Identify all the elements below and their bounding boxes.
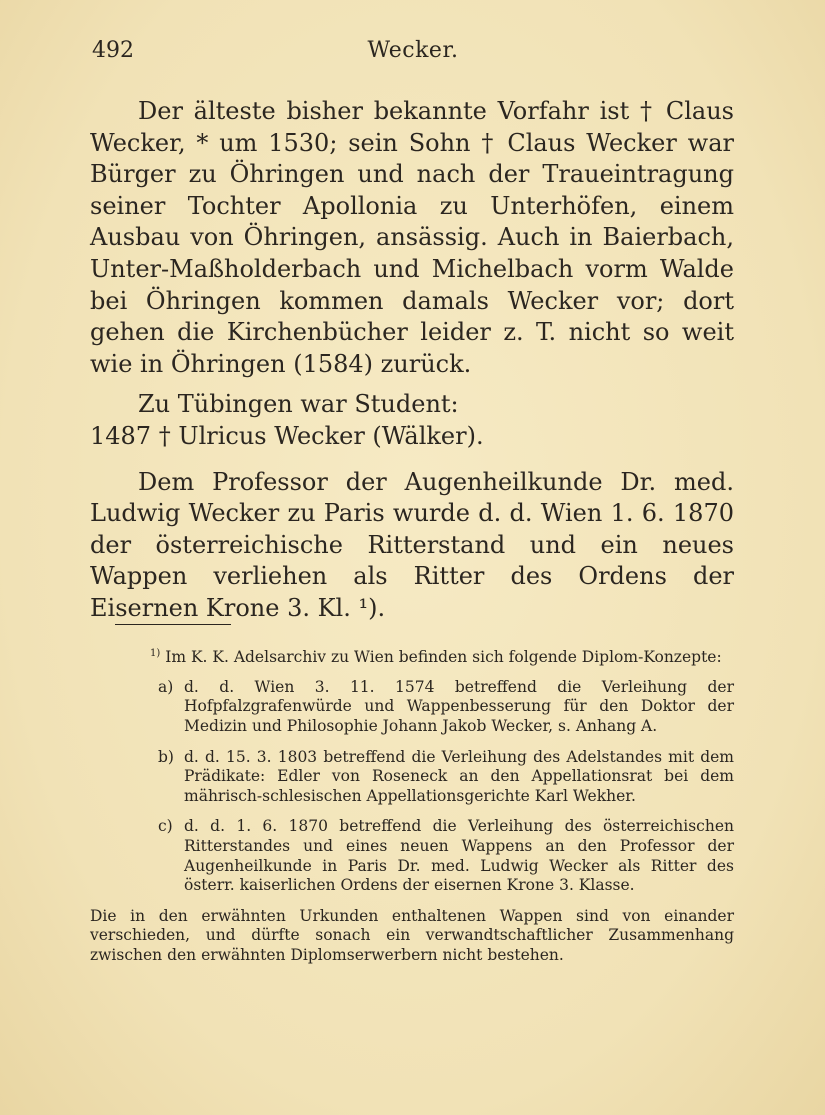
- footnote-intro: [90, 644, 734, 668]
- footnote-item-a: [90, 678, 734, 737]
- page-header: [92, 38, 734, 72]
- footnote-item-b: [90, 748, 734, 807]
- running-head: Wecker.: [367, 38, 459, 63]
- footnote-intro-text: Im K. K. Adelsarchiv zu Wien befinden sich folgende Diplom-Konzepte:: [165, 648, 722, 667]
- footnote-item-c: [90, 817, 734, 895]
- footnote-marker: 1): [150, 648, 161, 659]
- footnote-item-text: d. d. 1. 6. 1870 betreffend die Verleihung des österreichischen Ritterstandes und eines neuen Wappens an den Professor der Augenheilkunde in Paris Dr. med. Ludwig Wecker als Ritter des österr. kaiserlichen Ordens der eisernen Krone 3. Klasse.: [184, 817, 734, 895]
- footnote-item-mark: b): [158, 747, 174, 766]
- footnote-item-text: d. d. 15. 3. 1803 betreffend die Verleihung des Adelstandes mit dem Prädikate: Edler von Roseneck an den Appellationsrat bei dem mährisch-schlesischen Appellationsgerichte Karl Wekher.: [184, 747, 734, 805]
- paragraph-tuebingen-entry: 1487 † Ulricus Wecker (Wälker).: [90, 421, 484, 450]
- main-text: [90, 96, 734, 634]
- footnotes: [90, 644, 734, 965]
- paragraph-tuebingen-heading: Zu Tübingen war Student:: [138, 390, 459, 419]
- footnote-separator: [115, 624, 231, 625]
- page-number: 492: [92, 38, 134, 63]
- footnote-item-mark: a): [158, 677, 174, 696]
- paragraph-ancestry: Der älteste bisher bekannte Vorfahr ist † Claus Wecker, * um 1530; sein Sohn † Claus Wecker war Bürger zu Öhringen und nach der Traueintragung seiner Tochter Apollonia zu Unterhöfen, einem Ausbau von Öhringen, ansässig. Auch in Baierbach, Unter-Maßholderbach und Michelbach vorm Walde bei Öhringen kommen damals Wecker vor; dort gehen die Kirchenbücher leider z. T. nicht so weit wie in Öhringen (1584) zurück.: [90, 97, 734, 378]
- footnote-item-text: d. d. Wien 3. 11. 1574 betreffend die Verleihung der Hofpfalzgrafenwürde und Wappenbesserung für den Doktor der Medizin und Philosophie Johann Jakob Wecker, s. Anhang A.: [184, 677, 734, 735]
- footnote-closing: Die in den erwähnten Urkunden enthaltenen Wappen sind von einander verschieden, und dürfte sonach ein verwandtschaftlicher Zusammenhang zwischen den erwähnten Diplomserwerbern nicht bestehen.: [90, 906, 734, 964]
- paragraph-ritterstand: Dem Professor der Augenheilkunde Dr. med. Ludwig Wecker zu Paris wurde d. d. Wien 1. 6. 1870 der österreichische Ritterstand und ein neues Wappen verliehen als Ritter des Ordens der Eisernen Krone 3. Kl. ¹).: [90, 467, 734, 622]
- footnote-item-mark: c): [158, 817, 173, 836]
